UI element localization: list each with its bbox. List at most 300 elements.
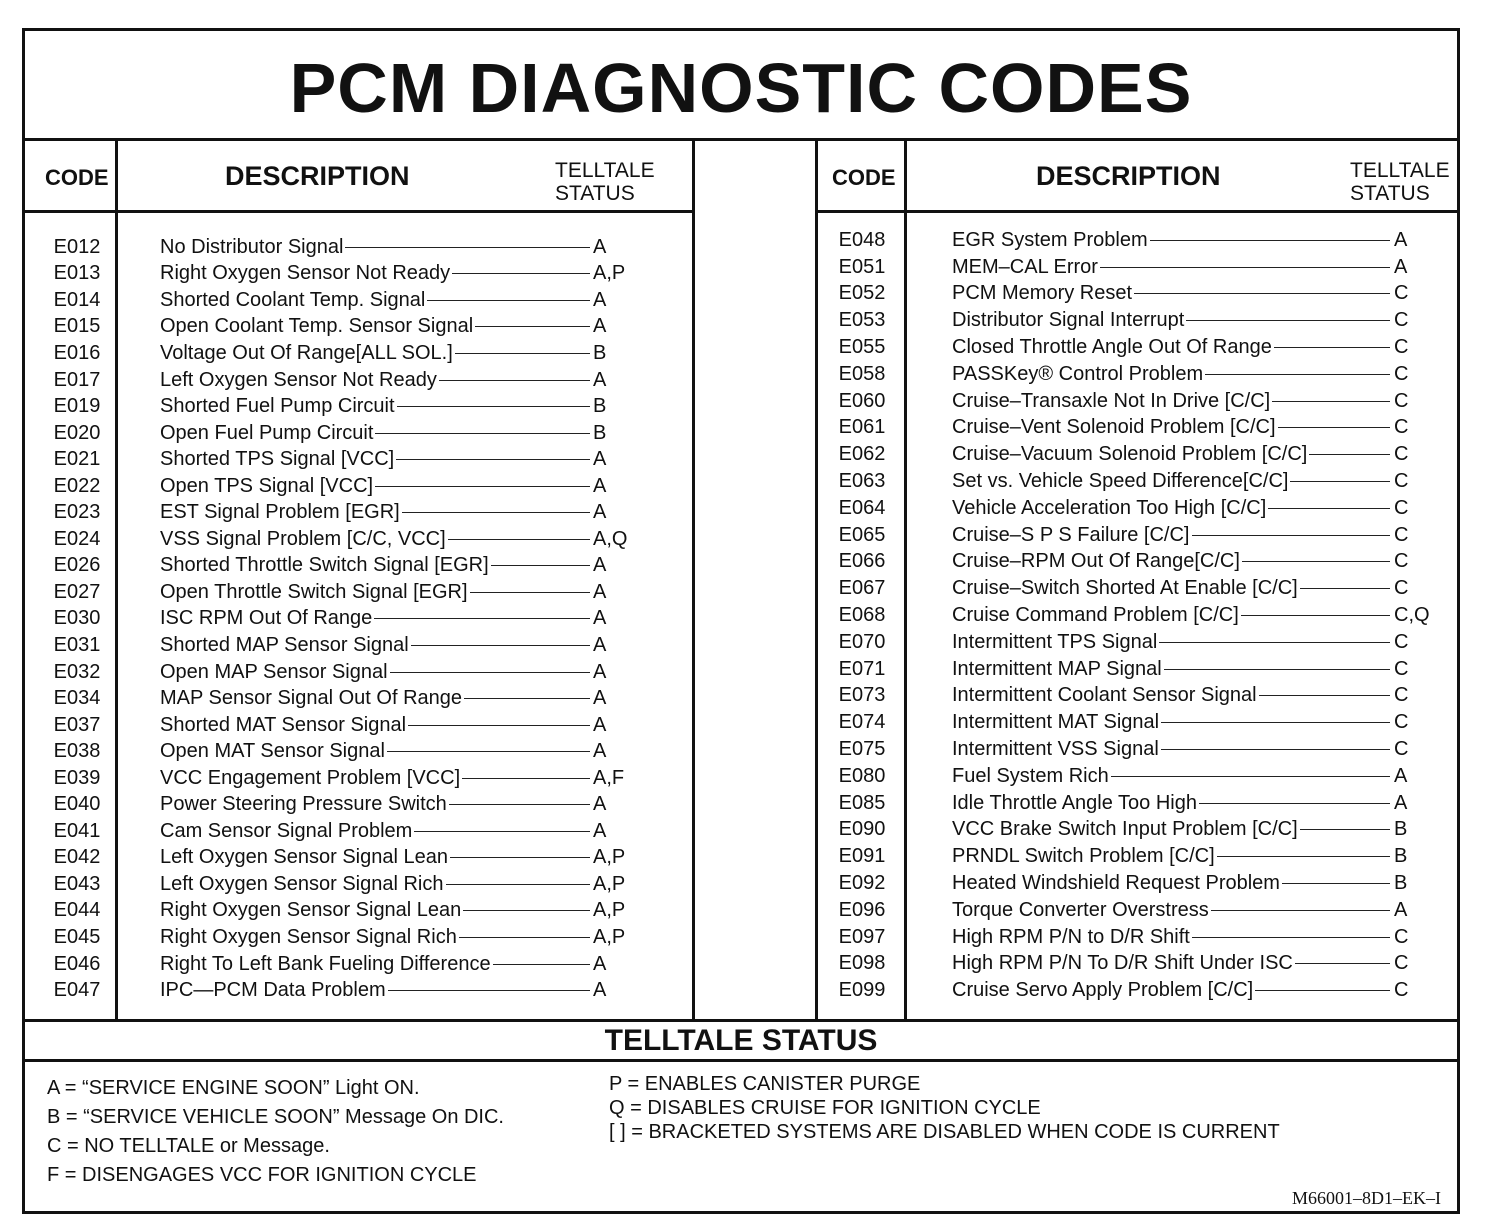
description-text: Cruise–Transaxle Not In Drive [C/C] (952, 389, 1271, 412)
leader-line (427, 300, 590, 301)
description-text: MEM–CAL Error (952, 255, 1098, 278)
telltale-status-cell: A (593, 235, 607, 258)
leader-line (1300, 588, 1390, 589)
table-row (818, 709, 1457, 736)
code-cell: E021 (53, 448, 101, 471)
table-row (818, 495, 1457, 522)
description-text: Cruise–Vacuum Solenoid Problem [C/C] (952, 443, 1308, 466)
code-cell: E058 (838, 362, 886, 385)
description-text: Heated Windshield Request Problem (952, 872, 1280, 895)
table-row (818, 977, 1457, 1004)
code-cell: E039 (53, 766, 101, 789)
leader-line (1255, 990, 1390, 991)
leader-line (1161, 722, 1390, 723)
description-text: MAP Sensor Signal Out Of Range (160, 687, 463, 710)
description-text: VCC Brake Switch Input Problem [C/C] (952, 818, 1298, 841)
telltale-status-cell: B (1394, 872, 1408, 895)
telltale-status-cell: C (1394, 416, 1409, 439)
description-text: Open Coolant Temp. Sensor Signal (160, 315, 474, 338)
code-cell: E047 (53, 979, 101, 1002)
code-cell: E032 (53, 660, 101, 683)
table-row (25, 871, 692, 898)
telltale-status-cell: C (1394, 925, 1409, 948)
description-cell (160, 767, 592, 790)
right-rows (818, 227, 1457, 1004)
leader-line (1134, 293, 1390, 294)
code-cell: E045 (53, 925, 101, 948)
telltale-status-cell: A (593, 660, 607, 683)
leader-line (1290, 481, 1390, 482)
right-code-table (815, 141, 1457, 1019)
description-text: Intermittent Coolant Sensor Signal (952, 684, 1257, 707)
telltale-status-cell: A (593, 952, 607, 975)
telltale-status-cell: A,Q (593, 527, 628, 550)
description-cell (160, 714, 592, 737)
legend-entry-left-1: B = “SERVICE VEHICLE SOON” Message On DIC. (47, 1106, 504, 1128)
telltale-status-cell: C (1394, 738, 1409, 761)
table-row (25, 606, 692, 633)
description-text: Open MAT Sensor Signal (160, 740, 385, 763)
description-text: Shorted Coolant Temp. Signal (160, 288, 426, 311)
code-cell: E096 (838, 898, 886, 921)
table-row (25, 314, 692, 341)
leader-line (448, 539, 590, 540)
page-title: PCM DIAGNOSTIC CODES (289, 48, 1193, 127)
legend-right-column (609, 1072, 1280, 1144)
leader-line (390, 672, 590, 673)
code-cell: E068 (838, 604, 886, 627)
description-text: Open TPS Signal [VCC] (160, 474, 374, 497)
leader-line (1199, 803, 1390, 804)
left-code-table (25, 141, 695, 1019)
description-cell (952, 738, 1392, 761)
telltale-column-header (1350, 159, 1450, 205)
leader-line (446, 884, 591, 885)
leader-line (1159, 642, 1390, 643)
code-cell: E038 (53, 740, 101, 763)
leader-line (1217, 856, 1390, 857)
description-cell (952, 550, 1392, 573)
telltale-status-cell: A (593, 713, 607, 736)
telltale-status-cell: C (1394, 496, 1409, 519)
telltale-status-cell: A,P (593, 899, 626, 922)
leader-line (1192, 535, 1391, 536)
leader-line (452, 273, 590, 274)
telltale-legend (25, 1019, 1457, 1211)
table-row (818, 817, 1457, 844)
table-row (818, 924, 1457, 951)
leader-line (1186, 320, 1390, 321)
telltale-status-cell: A (593, 687, 607, 710)
description-cell (160, 501, 592, 524)
description-text: Vehicle Acceleration Too High [C/C] (952, 496, 1267, 519)
telltale-status-cell: A (593, 288, 607, 311)
description-text: Closed Throttle Angle Out Of Range (952, 336, 1272, 359)
table-row (818, 656, 1457, 683)
code-cell: E016 (53, 341, 101, 364)
telltale-status-cell: A (593, 368, 607, 391)
description-cell (160, 554, 592, 577)
telltale-status-cell: A (1394, 791, 1408, 814)
description-text: Cruise–Switch Shorted At Enable [C/C] (952, 577, 1298, 600)
table-row (25, 818, 692, 845)
description-cell (952, 792, 1392, 815)
description-cell (952, 363, 1392, 386)
telltale-status-cell: C (1394, 952, 1409, 975)
leader-line (1268, 508, 1390, 509)
telltale-status-cell: A (593, 633, 607, 656)
telltale-status-cell: C (1394, 577, 1409, 600)
leader-line (1205, 374, 1390, 375)
table-row (25, 685, 692, 712)
description-text: Shorted TPS Signal [VCC] (160, 448, 395, 471)
description-cell (952, 952, 1392, 975)
description-cell (952, 309, 1392, 332)
description-cell (952, 711, 1392, 734)
table-row (25, 712, 692, 739)
telltale-status-cell: A (593, 448, 607, 471)
description-cell (952, 497, 1392, 520)
table-row (25, 765, 692, 792)
description-text: Intermittent MAP Signal (952, 657, 1162, 680)
telltale-column-header (555, 159, 655, 205)
description-cell (952, 684, 1392, 707)
code-cell: E048 (838, 228, 886, 251)
telltale-status-cell: A (1394, 898, 1408, 921)
code-cell: E091 (838, 845, 886, 868)
telltale-status-cell: C,Q (1394, 604, 1430, 627)
description-cell (160, 740, 592, 763)
description-cell (160, 581, 592, 604)
leader-line (1295, 963, 1390, 964)
leader-line (1164, 669, 1390, 670)
description-text: IPC—PCM Data Problem (160, 979, 386, 1002)
code-cell: E067 (838, 577, 886, 600)
description-text: Open Throttle Switch Signal [EGR] (160, 580, 468, 603)
table-row (818, 870, 1457, 897)
telltale-status-cell: C (1394, 282, 1409, 305)
telltale-status-cell: A (593, 607, 607, 630)
leader-line (459, 937, 590, 938)
description-text: Idle Throttle Angle Too High (952, 791, 1197, 814)
table-row (818, 334, 1457, 361)
table-row (818, 602, 1457, 629)
code-cell: E060 (838, 389, 886, 412)
telltale-status-cell: A (593, 580, 607, 603)
telltale-status-cell: C (1394, 362, 1409, 385)
code-cell: E066 (838, 550, 886, 573)
leader-line (449, 804, 590, 805)
code-cell: E026 (53, 554, 101, 577)
telltale-status-cell: B (1394, 845, 1408, 868)
table-row (25, 845, 692, 872)
table-row (25, 234, 692, 261)
description-cell (952, 631, 1392, 654)
description-text: Open Fuel Pump Circuit (160, 421, 374, 444)
description-text: EGR System Problem (952, 228, 1148, 251)
legend-entry-right-1: Q = DISABLES CRUISE FOR IGNITION CYCLE (609, 1097, 1041, 1119)
code-cell: E074 (838, 711, 886, 734)
code-cell: E052 (838, 282, 886, 305)
code-cell: E053 (838, 309, 886, 332)
legend-entry-left-2: C = NO TELLTALE or Message. (47, 1135, 330, 1157)
telltale-status-cell: A,P (593, 262, 626, 285)
description-cell (160, 634, 592, 657)
description-text: VCC Engagement Problem [VCC] (160, 766, 461, 789)
leader-line (439, 380, 590, 381)
table-row (25, 579, 692, 606)
table-row (818, 307, 1457, 334)
description-text: Cruise–S P S Failure [C/C] (952, 523, 1190, 546)
leader-line (408, 725, 590, 726)
description-text: VSS Signal Problem [C/C, VCC] (160, 527, 446, 550)
description-cell (160, 687, 592, 710)
description-cell (160, 899, 592, 922)
code-cell: E040 (53, 793, 101, 816)
telltale-status-cell: A (593, 315, 607, 338)
leader-line (1192, 937, 1390, 938)
description-text: Right To Left Bank Fueling Difference (160, 952, 491, 975)
chart-frame (22, 28, 1460, 1214)
telltale-status-cell: C (1394, 309, 1409, 332)
code-cell: E070 (838, 630, 886, 653)
description-text: EST Signal Problem [EGR] (160, 501, 400, 524)
description-cell (160, 846, 592, 869)
leader-line (1211, 910, 1390, 911)
leader-line (388, 990, 590, 991)
description-cell (952, 845, 1392, 868)
left-table-header (25, 141, 692, 213)
leader-line (455, 353, 590, 354)
description-text: Right Oxygen Sensor Signal Rich (160, 925, 457, 948)
telltale-status-cell: A (1394, 764, 1408, 787)
table-row (25, 499, 692, 526)
telltale-header-line2: STATUS (555, 182, 635, 205)
description-text: Cruise Servo Apply Problem [C/C] (952, 979, 1254, 1002)
table-row (25, 951, 692, 978)
table-row (818, 522, 1457, 549)
column-divider (904, 141, 907, 210)
table-row (25, 738, 692, 765)
code-cell: E042 (53, 846, 101, 869)
table-row (818, 790, 1457, 817)
code-cell: E062 (838, 443, 886, 466)
table-row (25, 420, 692, 447)
description-text: Intermittent TPS Signal (952, 630, 1158, 653)
telltale-status-cell: A (593, 793, 607, 816)
leader-line (1259, 695, 1390, 696)
description-text: Intermittent MAT Signal (952, 711, 1160, 734)
leader-line (1150, 240, 1390, 241)
table-row (818, 361, 1457, 388)
code-cell: E099 (838, 979, 886, 1002)
description-cell (952, 443, 1392, 466)
legend-entry-right-0: P = ENABLES CANISTER PURGE (609, 1073, 921, 1095)
leader-line (1242, 561, 1390, 562)
code-cell: E051 (838, 255, 886, 278)
code-cell: E090 (838, 818, 886, 841)
leader-line (414, 831, 590, 832)
code-cell: E020 (53, 421, 101, 444)
code-cell: E098 (838, 952, 886, 975)
description-column-header: DESCRIPTION (225, 161, 410, 191)
code-cell: E014 (53, 288, 101, 311)
description-text: Distributor Signal Interrupt (952, 309, 1185, 332)
description-cell (952, 979, 1392, 1002)
telltale-status-cell: A (593, 501, 607, 524)
description-cell (952, 658, 1392, 681)
leader-line (397, 406, 590, 407)
description-cell (952, 470, 1392, 493)
table-row (818, 897, 1457, 924)
telltale-status-cell: A (593, 979, 607, 1002)
telltale-status-cell: A (593, 554, 607, 577)
description-cell (160, 289, 592, 312)
column-divider (115, 141, 118, 210)
table-row (25, 632, 692, 659)
description-cell (160, 395, 592, 418)
telltale-status-cell: A (593, 474, 607, 497)
leader-line (374, 618, 590, 619)
table-row (25, 261, 692, 288)
description-cell (160, 873, 592, 896)
table-row (818, 763, 1457, 790)
leader-line (470, 592, 590, 593)
description-text: PASSKey® Control Problem (952, 362, 1204, 385)
code-cell: E065 (838, 523, 886, 546)
description-cell (160, 342, 592, 365)
code-cell: E012 (53, 235, 101, 258)
leader-line (464, 698, 590, 699)
description-cell (952, 229, 1392, 252)
leader-line (1282, 883, 1390, 884)
table-row (25, 393, 692, 420)
description-text: Cruise Command Problem [C/C] (952, 604, 1239, 627)
description-cell (160, 793, 592, 816)
description-text: PCM Memory Reset (952, 282, 1133, 305)
leader-line (1272, 401, 1390, 402)
description-cell (952, 416, 1392, 439)
telltale-status-cell: A,F (593, 766, 625, 789)
description-text: Left Oxygen Sensor Not Ready (160, 368, 437, 391)
right-table-header (818, 141, 1457, 213)
table-row (818, 388, 1457, 415)
code-cell: E030 (53, 607, 101, 630)
telltale-status-cell: A,P (593, 846, 626, 869)
description-cell (160, 820, 592, 843)
telltale-status-cell: C (1394, 389, 1409, 412)
leader-line (1241, 615, 1390, 616)
table-row (818, 683, 1457, 710)
table-row (818, 415, 1457, 442)
description-cell (160, 262, 592, 285)
leader-line (375, 486, 590, 487)
description-text: Fuel System Rich (952, 764, 1109, 787)
table-row (818, 843, 1457, 870)
description-text: Right Oxygen Sensor Not Ready (160, 262, 451, 285)
legend-title: TELLTALE STATUS (25, 1022, 1457, 1062)
code-cell: E063 (838, 470, 886, 493)
code-column-header: CODE (832, 165, 896, 190)
telltale-status-cell: C (1394, 523, 1409, 546)
table-row (818, 575, 1457, 602)
table-row (25, 340, 692, 367)
description-cell (952, 926, 1392, 949)
table-row (25, 367, 692, 394)
table-row (25, 924, 692, 951)
leader-line (411, 645, 590, 646)
leader-line (493, 964, 590, 965)
code-cell: E092 (838, 872, 886, 895)
leader-line (491, 565, 590, 566)
telltale-status-cell: A (1394, 255, 1408, 278)
code-cell: E013 (53, 262, 101, 285)
code-cell: E044 (53, 899, 101, 922)
telltale-status-cell: A,P (593, 925, 626, 948)
telltale-status-cell: C (1394, 336, 1409, 359)
description-cell (160, 953, 592, 976)
description-text: Set vs. Vehicle Speed Difference[C/C] (952, 470, 1289, 493)
telltale-status-cell: B (1394, 818, 1408, 841)
table-row (818, 441, 1457, 468)
description-text: Cruise–RPM Out Of Range[C/C] (952, 550, 1240, 573)
telltale-status-cell: B (593, 421, 607, 444)
telltale-status-cell: B (593, 395, 607, 418)
description-cell (160, 422, 592, 445)
description-text: Torque Converter Overstress (952, 898, 1209, 921)
code-cell: E075 (838, 738, 886, 761)
description-text: ISC RPM Out Of Range (160, 607, 373, 630)
leader-line (375, 433, 590, 434)
description-text: Left Oxygen Sensor Signal Lean (160, 846, 448, 869)
code-cell: E073 (838, 684, 886, 707)
telltale-header-line2: STATUS (1350, 182, 1430, 205)
table-row (818, 629, 1457, 656)
description-text: No Distributor Signal (160, 235, 344, 258)
description-cell (952, 899, 1392, 922)
table-row (818, 736, 1457, 763)
telltale-status-cell: B (593, 341, 607, 364)
description-column-header: DESCRIPTION (1036, 161, 1221, 191)
description-text: Voltage Out Of Range[ALL SOL.] (160, 341, 453, 364)
leader-line (387, 751, 590, 752)
code-cell: E055 (838, 336, 886, 359)
telltale-header-line1: TELLTALE (1350, 159, 1450, 182)
description-text: Shorted MAT Sensor Signal (160, 713, 407, 736)
table-row (25, 553, 692, 580)
description-cell (952, 765, 1392, 788)
code-cell: E017 (53, 368, 101, 391)
code-cell: E019 (53, 395, 101, 418)
description-cell (160, 607, 592, 630)
leader-line (1111, 776, 1390, 777)
description-cell (952, 336, 1392, 359)
description-cell (160, 369, 592, 392)
leader-line (1309, 454, 1390, 455)
table-row (25, 898, 692, 925)
leader-line (475, 326, 590, 327)
telltale-status-cell: C (1394, 443, 1409, 466)
code-cell: E037 (53, 713, 101, 736)
table-row (818, 549, 1457, 576)
code-cell: E034 (53, 687, 101, 710)
code-cell: E046 (53, 952, 101, 975)
description-text: Right Oxygen Sensor Signal Lean (160, 899, 462, 922)
code-cell: E023 (53, 501, 101, 524)
telltale-status-cell: A (593, 740, 607, 763)
code-cell: E027 (53, 580, 101, 603)
leader-line (402, 512, 590, 513)
